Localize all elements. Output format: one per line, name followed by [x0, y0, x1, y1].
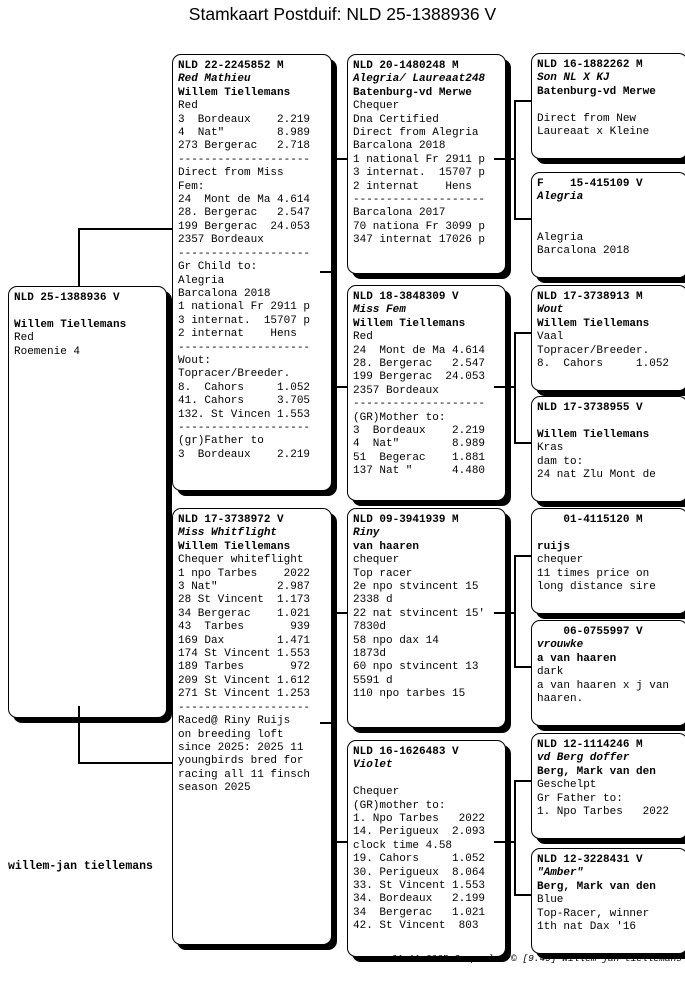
connector-line	[332, 158, 334, 387]
box-line: Alegria	[537, 191, 584, 204]
box-line: F 15-415109 V	[537, 178, 643, 190]
box-line: Berg, Mark van den	[537, 880, 656, 893]
box-line: Willem Tiellemans	[178, 86, 291, 99]
box-line: 5591 d	[353, 674, 393, 687]
box-line: Vaal	[537, 331, 564, 344]
box-line: Barcalona 2017	[353, 207, 446, 220]
box-line: Direct from Alegria	[353, 127, 479, 140]
box-line: vd Berg doffer	[537, 752, 630, 765]
connector-line	[78, 706, 80, 764]
box-line: Raced@ Riny Ruijs	[178, 715, 291, 728]
box-line: NLD 22-2245852 M	[178, 60, 284, 72]
box-line: 24 Mont de Ma 4.614	[178, 194, 311, 207]
box-line: 2357 Bordeaux	[353, 384, 439, 397]
box-line: 347 internat 17026 p	[353, 234, 486, 247]
box-line: a van haaren x j van	[537, 679, 670, 692]
box-line: Willem Tiellemans	[353, 317, 466, 330]
box-line: 2 internat Hens	[353, 180, 472, 193]
box-line: season 2025	[178, 782, 251, 795]
box-line: NLD 17-3738913 M	[537, 291, 643, 303]
box-line: Willem Tiellemans	[537, 428, 650, 441]
pedigree-box-mfm	[531, 620, 685, 726]
box-line	[537, 527, 682, 540]
box-line: haaren.	[537, 693, 584, 706]
box-line: Gr Father to:	[537, 792, 623, 805]
connector-line	[494, 386, 516, 388]
box-line: Top racer	[353, 567, 413, 580]
connector-line	[514, 442, 531, 444]
box-line: Alegria/ Laureaat248	[353, 73, 486, 86]
box-line: 8. Cahors 1.052	[537, 358, 670, 371]
connector-line	[514, 894, 531, 896]
box-line: Willem Tiellemans	[14, 318, 127, 331]
pedigree-box-fmf	[531, 285, 685, 391]
box-line: 33. St Vincent 1.553	[353, 880, 486, 893]
box-line: 189 Tarbes 972	[178, 661, 311, 674]
box-line: 70 nationa Fr 3099 p	[353, 220, 486, 233]
box-line: 28. Bergerac 2.547	[353, 358, 486, 371]
box-line	[537, 218, 682, 231]
connector-line	[78, 228, 80, 286]
box-line: 41. Cahors 3.705	[178, 395, 311, 408]
connector-line	[332, 158, 347, 160]
box-line: Violet	[353, 759, 393, 772]
box-line: 1 national Fr 2911 p	[178, 301, 311, 314]
box-line: Berg, Mark van den	[537, 765, 656, 778]
box-line: Son NL X KJ	[537, 72, 610, 85]
box-line: Dna Certified	[353, 113, 439, 126]
box-line: 209 St Vincent 1.612	[178, 674, 311, 687]
connector-line	[514, 780, 531, 782]
box-line	[537, 415, 682, 428]
box-line: --------------------	[178, 153, 311, 166]
pedigree-box-fm	[347, 285, 506, 501]
box-line: van haaren	[353, 540, 420, 553]
box-line: 1th nat Dax '16	[537, 921, 637, 934]
box-line: 3 internat. 15707 p	[178, 314, 311, 327]
box-line: NLD 16-1626483 V	[353, 746, 459, 758]
box-line: 3 Bordeaux 2.219	[178, 448, 311, 461]
box-line: NLD 09-3941939 M	[353, 514, 459, 526]
connector-line	[494, 158, 516, 160]
box-line: 51 Begerac 1.881	[353, 451, 486, 464]
box-line: Red	[178, 100, 198, 113]
box-line: 01-4115120 M	[537, 514, 643, 526]
connector-line	[332, 841, 347, 843]
box-line: 199 Bergerac 24.053	[353, 371, 486, 384]
box-line: a van haaren	[537, 652, 617, 665]
box-line: 11 times price on	[537, 567, 650, 580]
pedigree-box-mff	[531, 508, 685, 614]
box-line: 28 St Vincent 1.173	[178, 594, 311, 607]
connector-line	[494, 612, 516, 614]
box-line: 22 nat stvincent 15'	[353, 607, 486, 620]
box-line: NLD 12-3228431 V	[537, 854, 643, 866]
connector-line	[514, 555, 516, 667]
pedigree-box-mmf	[531, 733, 685, 839]
box-line: 110 npo tarbes 15	[353, 688, 466, 701]
connector-line	[78, 228, 172, 230]
box-line: Red	[14, 332, 34, 345]
box-line: 7830d	[353, 621, 387, 634]
pedigree-box-father	[172, 54, 332, 491]
box-line: 3 Nat" 2.987	[178, 581, 311, 594]
box-line: 14. Perigueux 2.093	[353, 826, 486, 839]
box-line: 3 Bordeaux 2.219	[178, 113, 311, 126]
box-line: NLD 17-3738955 V	[537, 402, 643, 414]
box-line: Batenburg-vd Merwe	[537, 85, 656, 98]
box-line: 1. Npo Tarbes 2022	[353, 813, 486, 826]
box-line: 1873d	[353, 648, 387, 661]
box-line: Miss Fem	[353, 304, 406, 317]
box-line: NLD 17-3738972 V	[178, 514, 284, 526]
box-line: Willem Tiellemans	[178, 540, 291, 553]
box-line: --------------------	[178, 701, 311, 714]
box-line: racing all 11 finsch	[178, 768, 311, 781]
box-line: Gr Child to:	[178, 261, 258, 274]
box-line: 34. Bordeaux 2.199	[353, 893, 486, 906]
box-line: clock time 4.58	[353, 839, 453, 852]
box-line: --------------------	[178, 421, 311, 434]
box-line: NLD 20-1480248 M	[353, 60, 459, 72]
pedigree-box-mmm	[531, 848, 685, 954]
box-line: 132. St Vincen 1.553	[178, 408, 311, 421]
connector-line	[514, 218, 531, 220]
box-line: Topracer/Breeder.	[537, 344, 650, 357]
box-line: NLD 25-1388936 V	[14, 292, 120, 304]
box-line: (gr)Father to	[178, 435, 264, 448]
connector-line	[332, 612, 347, 614]
box-line: Red	[353, 331, 373, 344]
pedigree-box-mf	[347, 508, 506, 728]
box-line: 28. Bergerac 2.547	[178, 207, 311, 220]
page-title: Stamkaart Postduif: NLD 25-1388936 V	[188, 4, 497, 24]
box-line: Barcalona 2018	[537, 245, 630, 258]
box-line: vrouwke	[537, 639, 584, 652]
pedigree-box-fff	[531, 53, 685, 159]
box-line: --------------------	[353, 398, 486, 411]
box-line: (GR)Mother to:	[353, 411, 446, 424]
box-line: Red Mathieu	[178, 73, 251, 86]
box-line: NLD 12-1114246 M	[537, 739, 643, 751]
box-line: Fem:	[178, 180, 205, 193]
box-line: 2357 Bordeaux	[178, 234, 264, 247]
box-line: 24 Mont de Ma 4.614	[353, 344, 486, 357]
connector-line	[494, 841, 516, 843]
pedigree-box-ffm	[531, 172, 685, 278]
box-line: Alegria	[178, 274, 225, 287]
box-line: 06-0755997 V	[537, 626, 643, 638]
connector-line	[514, 666, 531, 668]
box-line: 42. St Vincent 803	[353, 920, 479, 933]
connector-line	[514, 100, 516, 219]
box-line: 169 Dax 1.471	[178, 634, 311, 647]
pedigree-box-ff	[347, 54, 506, 274]
box-line	[353, 773, 500, 786]
box-line: (GR)mother to:	[353, 799, 446, 812]
box-line: 43 Tarbes 939	[178, 621, 311, 634]
box-line: long distance sire	[537, 581, 656, 594]
pedigree-box-mother	[172, 508, 332, 945]
box-line: on breeding loft	[178, 728, 284, 741]
box-line: 60 npo stvincent 13	[353, 661, 479, 674]
connector-line	[514, 332, 516, 443]
box-line: 4 Nat" 8.989	[178, 127, 311, 140]
box-line: --------------------	[353, 194, 486, 207]
box-line: Batenburg-vd Merwe	[353, 86, 472, 99]
box-line: Direct from Miss	[178, 167, 284, 180]
box-line: 137 Nat " 4.480	[353, 465, 486, 478]
connector-line	[514, 780, 516, 895]
box-line: Wout	[537, 304, 564, 317]
connector-line	[78, 762, 172, 764]
box-line	[537, 205, 682, 218]
pedigree-box-subject	[8, 286, 167, 718]
box-line: 1 national Fr 2911 p	[353, 153, 486, 166]
connector-line	[514, 332, 531, 334]
box-line: 2 internat Hens	[178, 328, 297, 341]
box-line: 30. Perigueux 8.064	[353, 866, 486, 879]
box-line: 24 nat Zlu Mont de	[537, 469, 656, 482]
box-line: 34 Bergerac 1.021	[178, 607, 311, 620]
box-line: 4 Nat" 8.989	[353, 438, 486, 451]
box-line: NLD 18-3848309 V	[353, 291, 459, 303]
pedigree-box-fmm	[531, 396, 685, 502]
box-line: Riny	[353, 527, 380, 540]
box-line: Miss Whitflight	[178, 527, 278, 540]
box-line: Wout:	[178, 354, 212, 367]
box-line: 273 Bergerac 2.718	[178, 140, 311, 153]
box-line: 34 Bergerac 1.021	[353, 906, 486, 919]
box-line: youngbirds bred for	[178, 755, 304, 768]
box-line: Barcalona 2018	[353, 140, 446, 153]
box-line	[14, 305, 161, 318]
box-line: Willem Tiellemans	[537, 317, 650, 330]
pedigree-box-mm	[347, 740, 506, 957]
connector-line	[332, 612, 334, 842]
connector-line	[514, 555, 531, 557]
box-line: since 2025: 2025 11	[178, 741, 304, 754]
box-line: ruijs	[537, 540, 571, 553]
footer-credit: 21-11-2025 Compoclub © [9.49] willem-jan tiellemans	[391, 953, 682, 964]
box-line: 3 internat. 15707 p	[353, 167, 486, 180]
box-line: Laureaat x Kleine	[537, 126, 650, 139]
box-line: 3 Bordeaux 2.219	[353, 425, 486, 438]
box-line: Barcalona 2018	[178, 287, 271, 300]
box-line: Top-Racer, winner	[537, 907, 650, 920]
box-line: Alegria	[537, 231, 584, 244]
box-line: --------------------	[178, 247, 311, 260]
box-line: Roemenie 4	[14, 345, 81, 358]
box-line: chequer	[537, 554, 584, 567]
box-line: 19. Cahors 1.052	[353, 853, 486, 866]
box-line: Chequer	[353, 100, 400, 113]
box-line: dark	[537, 666, 564, 679]
box-line: dam to:	[537, 455, 584, 468]
box-line: NLD 16-1882262 M	[537, 59, 643, 71]
box-line: Geschelpt	[537, 779, 597, 792]
box-line: chequer	[353, 554, 400, 567]
connector-line	[332, 386, 347, 388]
box-line: Chequer	[353, 786, 400, 799]
box-line: 1 npo Tarbes 2022	[178, 567, 311, 580]
box-line: Direct from New	[537, 112, 637, 125]
box-line: Blue	[537, 894, 564, 907]
box-line: --------------------	[178, 341, 311, 354]
box-line: 1. Npo Tarbes 2022	[537, 806, 670, 819]
box-line: 271 St Vincent 1.253	[178, 688, 311, 701]
box-line	[537, 99, 682, 112]
box-line: Kras	[537, 442, 564, 455]
owner-note: willem-jan tiellemans	[8, 860, 153, 873]
box-line: Topracer/Breeder.	[178, 368, 291, 381]
box-line: 199 Bergerac 24.053	[178, 220, 311, 233]
box-line: 8. Cahors 1.052	[178, 381, 311, 394]
box-line: "Amber"	[537, 867, 584, 880]
connector-line	[514, 100, 531, 102]
box-line: 58 npo dax 14	[353, 634, 439, 647]
box-line: 2338 d	[353, 594, 393, 607]
box-line: 2e npo stvincent 15	[353, 581, 479, 594]
box-line: 174 St Vincent 1.553	[178, 648, 311, 661]
box-line: Chequer whiteflight	[178, 554, 304, 567]
